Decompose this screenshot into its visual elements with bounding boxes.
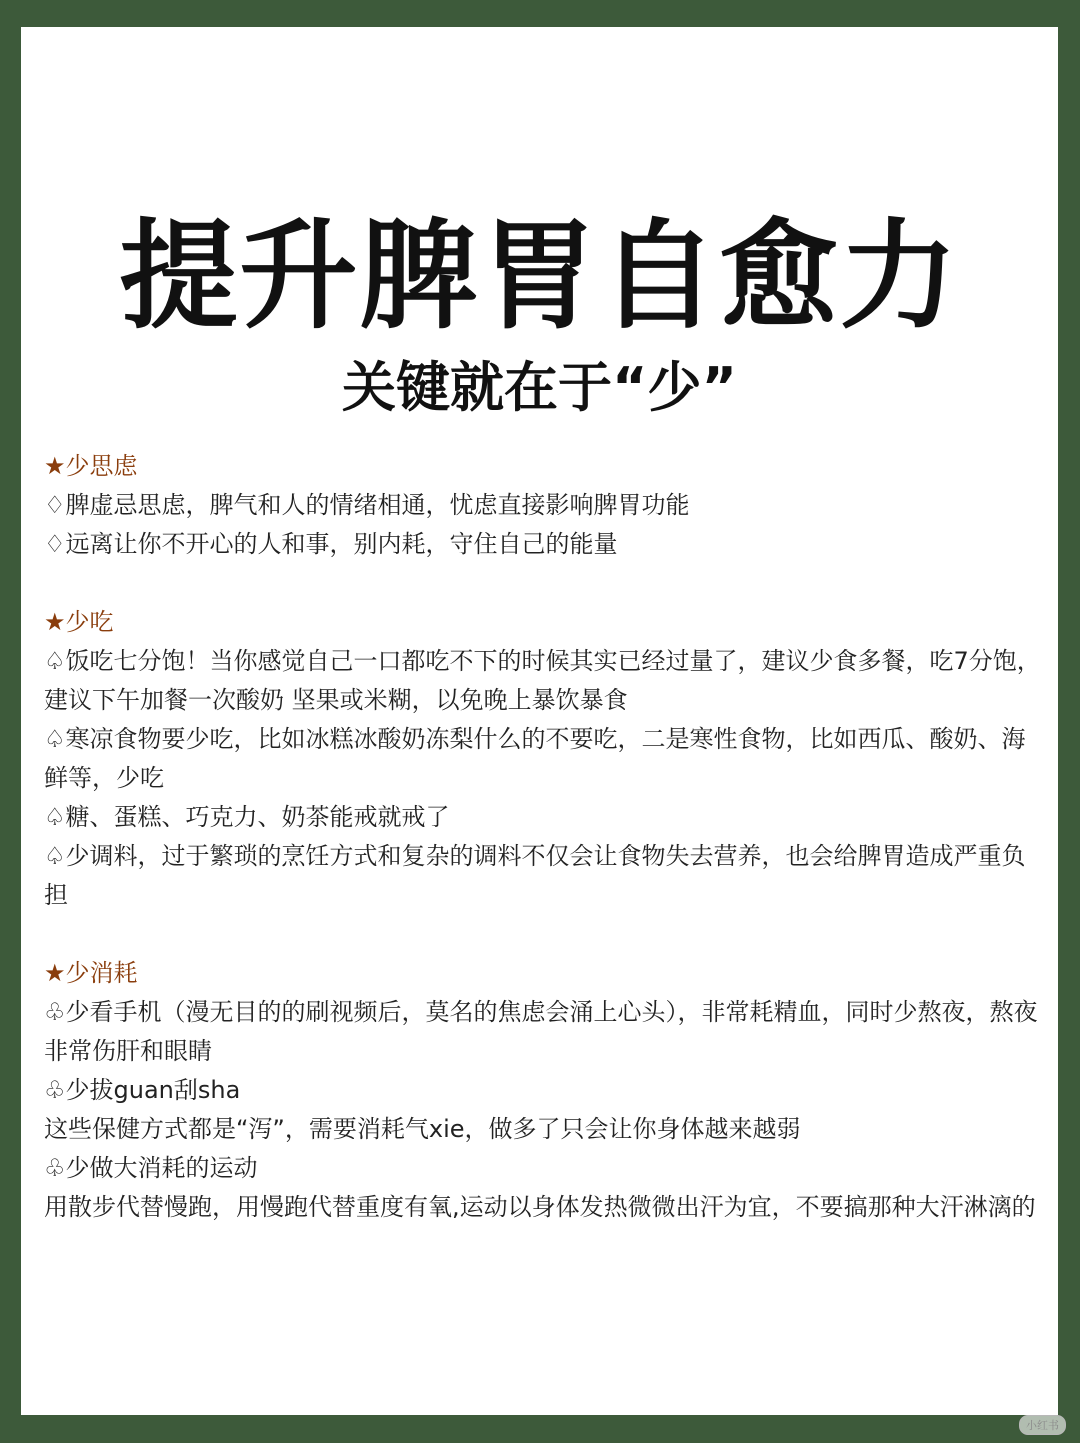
page-title: 提升脾胃自愈力 <box>119 207 960 345</box>
list-item: ♢脾虚忌思虑，脾气和人的情绪相通，忧虑直接影响脾胃功能 <box>44 491 690 519</box>
list-item: ♧少看手机（漫无目的的刷视频后，莫名的焦虑会涌上心头），非常耗精血，同时少熬夜，熬夜非常伤肝和眼睛 <box>44 998 1038 1065</box>
list-item: 用散步代替慢跑，用慢跑代替重度有氧,运动以身体发热微微出汗为宜，不要搞那种大汗淋漓的 <box>44 1193 1036 1221</box>
list-item: ♤寒凉食物要少吃，比如冰糕冰酸奶冻梨什么的不要吃，二是寒性食物，比如西瓜、酸奶、海鲜等，少吃 <box>44 725 1026 792</box>
section-heading: ★少吃 <box>44 608 114 636</box>
watermark-logo: 小红书 <box>1019 1415 1066 1435</box>
list-item: ♢远离让你不开心的人和事，别内耗，守住自己的能量 <box>44 530 618 558</box>
list-item: ♤饭吃七分饱！当你感觉自己一口都吃不下的时候其实已经过量了，建议少食多餐，吃7分饱，建议下午加餐一次酸奶 坚果或米糊，以免晚上暴饮暴食 <box>44 647 1041 714</box>
list-item: ♤糖、蛋糕、巧克力、奶茶能戒就戒了 <box>44 803 450 831</box>
section-heading: ★少消耗 <box>44 959 138 987</box>
section-heading: ★少思虑 <box>44 452 138 480</box>
section-less-consumption <box>44 954 1044 1227</box>
content-body <box>44 447 1044 1266</box>
section-less-eating <box>44 603 1044 915</box>
list-item: ♧少拔guan刮sha <box>44 1076 241 1104</box>
section-less-thinking <box>44 447 1044 564</box>
page-subtitle: 关键就在于“少” <box>342 356 737 419</box>
list-item: ♧少做大消耗的运动 <box>44 1154 258 1182</box>
list-item: ♤少调料，过于繁琐的烹饪方式和复杂的调料不仅会让食物失去营养，也会给脾胃造成严重负担 <box>44 842 1026 909</box>
list-item: 这些保健方式都是“泻”，需要消耗气xie，做多了只会让你身体越来越弱 <box>44 1115 801 1143</box>
document-page <box>21 27 1058 1415</box>
